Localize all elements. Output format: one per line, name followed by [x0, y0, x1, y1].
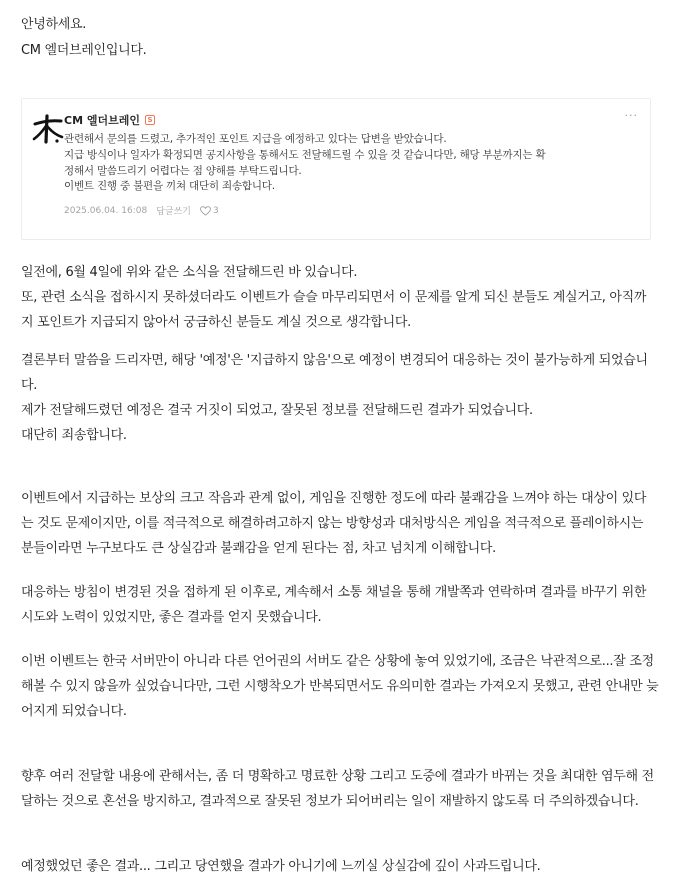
comment-line: 지급 방식이나 일자가 확정되면 공지사항을 통해서도 전달해드릴 수 있을 것 같습니다만, 해당 부분까지는 확 — [64, 148, 546, 161]
comment-meta — [64, 204, 219, 217]
heart-icon — [200, 206, 211, 216]
paragraph-line: 다. — [21, 378, 38, 393]
comment-line: 관련해서 문의를 드렸고, 추가적인 포인트 지급을 예정하고 있다는 답변을 받았습니다. — [64, 133, 447, 145]
paragraph-line: 대응하는 방침이 변경된 것을 접하게 된 이후로, 계속해서 소통 채널을 통해 개발쪽과 연락하며 결과를 바꾸기 위한 — [21, 585, 647, 600]
paragraph-line: 향후 여러 전달할 내용에 관해서는, 좀 더 명확하고 명료한 상황 그리고 도중에 결과가 바뀌는 것을 최대한 염두해 전 — [21, 769, 654, 784]
comment-line: 정해서 말씀드리기 어렵다는 점 양해를 부탁드립니다. — [64, 164, 302, 177]
paragraph-line: 어지게 되었습니다. — [21, 704, 127, 719]
paragraph — [21, 260, 661, 335]
comment-date: 2025.06.04. 16:08 — [64, 205, 148, 216]
comment-body — [64, 132, 634, 195]
greeting — [21, 12, 661, 64]
paragraph-line: 이벤트에서 지급하는 보상의 크고 작음과 관계 없이, 게임을 진행한 정도에 따라 불쾌감을 느껴야 하는 대상이 있다 — [21, 491, 647, 506]
comment-line: 이벤트 진행 중 불편을 끼쳐 대단히 죄송합니다. — [64, 180, 275, 193]
paragraph-line: 분들이라면 누구보다도 큰 상실감과 불쾌감을 얻게 된다는 점, 차고 넘치게 이해합니다. — [21, 541, 497, 556]
paragraph — [21, 486, 661, 561]
paragraph-line: 또, 관련 소식을 접하시지 못하셨더라도 이벤트가 슬슬 마무리되면서 이 문제를 알게 되신 분들도 계실거고, 아직까 — [21, 290, 647, 305]
paragraph-line: 해볼 수 있지 않을까 싶었습니다만, 그런 시행착오가 반복되면서도 유의미한 결과는 가져오지 못했고, 관련 안내만 늦 — [21, 679, 659, 694]
author-name[interactable]: CM 엘더브레인 — [64, 114, 140, 127]
paragraph — [21, 348, 661, 448]
greeting-line: CM 엘더브레인입니다. — [21, 43, 147, 58]
quoted-comment-card — [21, 98, 651, 240]
manager-badge-icon: S — [145, 115, 155, 125]
paragraph-line: 지 포인트가 지급되지 않아서 궁금하신 분들도 계실 것으로 생각합니다. — [21, 315, 411, 330]
paragraph — [21, 764, 661, 814]
paragraph-line: 는 것도 문제이지만, 이를 적극적으로 해결하려고하지 않는 방향성과 대처방식은 게임을 적극적으로 플레이하시는 — [21, 516, 644, 531]
paragraph-line: 일전에, 6월 4일에 위와 같은 소식을 전달해드린 바 있습니다. — [21, 265, 358, 280]
greeting-line: 안녕하세요. — [21, 17, 87, 32]
like-count: 3 — [212, 205, 219, 216]
avatar-icon — [31, 112, 65, 146]
paragraph — [21, 649, 661, 724]
paragraph — [21, 580, 661, 630]
more-options-icon[interactable]: ··· — [624, 109, 638, 122]
paragraph-line: 결론부터 말씀을 드리자면, 해당 '예정'은 '지급하지 않음'으로 예정이 변경되어 대응하는 것이 불가능하게 되었습니 — [21, 353, 648, 368]
like-button[interactable] — [200, 206, 219, 216]
comment-author[interactable] — [64, 112, 155, 128]
paragraph-line: 대단히 죄송합니다. — [21, 428, 127, 443]
paragraph — [21, 854, 661, 879]
reply-button[interactable]: 답글쓰기 — [156, 207, 191, 217]
paragraph-line: 이번 이벤트는 한국 서버만이 아니라 다른 언어권의 서버도 같은 상황에 놓여 있었기에, 조금은 낙관적으로...잘 조정 — [21, 654, 654, 669]
paragraph-line: 제가 전달해드렸던 예정은 결국 거짓이 되었고, 잘못된 정보를 전달해드린 결과가 되었습니다. — [21, 403, 533, 418]
paragraph-line: 시도와 노력이 있었지만, 좋은 결과를 얻지 못했습니다. — [21, 610, 322, 625]
paragraph-line: 달하는 것으로 혼선을 방지하고, 결과적으로 잘못된 정보가 되어버리는 일이 재발하지 않도록 더 주의하겠습니다. — [21, 794, 639, 809]
paragraph-line: 예정했었던 좋은 결과... 그리고 당연했을 결과가 아니기에 느끼실 상실감에 깊이 사과드립니다. — [21, 859, 541, 874]
